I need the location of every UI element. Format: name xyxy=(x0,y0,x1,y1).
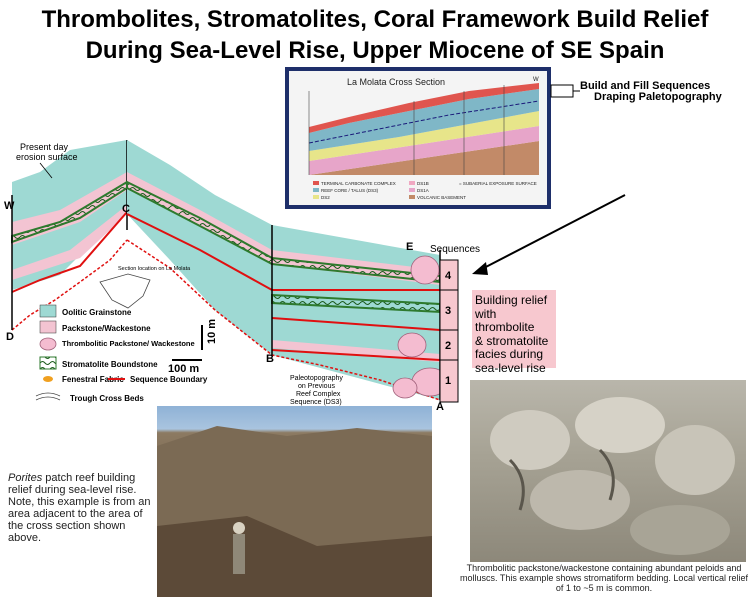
location-outline xyxy=(100,274,150,308)
building-relief-line: & stromatolite xyxy=(475,333,549,348)
photo-thrombolite xyxy=(470,380,746,562)
legend-label: Stromatolite Boundstone xyxy=(62,360,158,369)
callout-line-2: Draping Paletopography xyxy=(594,91,722,103)
paleo-label-3: Reef Complex xyxy=(296,391,341,398)
legend-label: Sequence Boundary xyxy=(130,375,208,384)
building-relief-box xyxy=(472,290,556,375)
inset-legend-item: REEF CORE / TALUS (DS3) xyxy=(321,188,379,193)
inset-title: La Molata Cross Section xyxy=(347,77,446,87)
sequence-number: 1 xyxy=(445,375,452,387)
building-relief-line: Building relief xyxy=(475,293,548,307)
callout-line-1: Build and Fill Sequences xyxy=(580,80,711,92)
legend-label: Trough Cross Beds xyxy=(70,394,144,403)
inset-legend-item: = SUBAERIAL EXPOSURE SURFACE xyxy=(459,181,537,186)
legend-swatch-grainstone xyxy=(40,305,56,317)
present-day-label-1: Present day xyxy=(20,142,69,152)
legend-label: Fenestral Fabric xyxy=(62,375,124,384)
building-relief-line: with thrombolite xyxy=(475,306,535,334)
legend-swatch-packstone xyxy=(40,321,56,333)
photo-nodule xyxy=(490,410,570,470)
legend-label: Thrombolitic Packstone/ Wackestone xyxy=(62,339,195,348)
paleo-label-4: Sequence (DS3) xyxy=(290,399,342,406)
label-d: D xyxy=(6,331,14,343)
caption-porites-text: patch reef building relief during sea-level rise. Note, this example is from an area adjacent to the area of the cross section shown above. xyxy=(8,472,151,544)
location-label: Section location on La Molata xyxy=(118,266,191,272)
building-relief-line: sea-level rise xyxy=(475,360,546,375)
scale-h-label: 100 m xyxy=(168,363,200,375)
thrombolite-mound xyxy=(411,256,439,284)
label-w: W xyxy=(4,200,15,212)
caption-thrombolite: Thrombolitic packstone/wackestone containing abundant peloids and molluscs. This example shows stromatiform bedding. Local vertical relief of 1 to ~5 m is common. xyxy=(460,563,748,593)
photo-person-body xyxy=(233,534,245,574)
photo-person-head xyxy=(233,522,245,534)
photo-thrombolite-sketch xyxy=(470,380,746,562)
legend-swatch-stromatolite xyxy=(40,357,56,369)
present-day-label-2: erosion surface xyxy=(16,152,78,162)
label-c: C xyxy=(122,203,130,215)
legend-swatch-fenestral xyxy=(43,376,53,382)
inset-legend-item: VOLCANIC BASEMENT xyxy=(417,195,467,200)
inset-legend-item: DS2 xyxy=(321,195,330,200)
paleo-label-1: Paleotopography xyxy=(290,375,343,382)
inset-w-label: W xyxy=(533,77,539,83)
sequence-number: 2 xyxy=(445,340,452,352)
caption-porites-prefix: Porites xyxy=(8,472,43,484)
title-line-1: Thrombolites, Stromatolites, Coral Framework Build Relief xyxy=(41,6,709,33)
title-line-2: During Sea-Level Rise, Upper Miocene of SE Spain xyxy=(85,37,665,64)
caption-porites xyxy=(8,472,156,544)
thrombolite-mound xyxy=(398,333,426,357)
inset-legend-item: DS1A xyxy=(417,188,429,193)
legend-label: Packstone/Wackestone xyxy=(62,324,151,333)
paleo-label-2: on Previous xyxy=(298,383,335,390)
callout-arrow-head xyxy=(472,262,488,275)
label-b: B xyxy=(266,353,274,365)
building-relief-line: facies during xyxy=(475,347,544,361)
legend-swatch-thrombolite xyxy=(40,338,56,350)
label-e: E xyxy=(406,241,414,253)
inset-legend-item: TERMINAL CARBONATE COMPLEX xyxy=(321,181,396,186)
legend-label: Oolitic Grainstone xyxy=(62,308,132,317)
legend-swatch-cross-beds xyxy=(36,393,60,400)
sequence-number: 3 xyxy=(445,305,452,317)
photo-nodule xyxy=(575,397,665,453)
sequences-label: Sequences xyxy=(430,244,481,255)
photo-nodule xyxy=(630,505,730,555)
label-a: A xyxy=(436,401,444,413)
photo-nodule xyxy=(655,425,735,495)
thrombolite-mound xyxy=(393,378,417,398)
sequence-number: 4 xyxy=(445,270,452,282)
inset-legend-item: DS1B xyxy=(417,181,429,186)
photo-nodule xyxy=(530,470,630,530)
photo-porites-reef xyxy=(157,406,432,597)
scale-v-label: 10 m xyxy=(206,318,218,344)
callout-arrow xyxy=(480,195,625,270)
photo-porites-sketch xyxy=(157,406,432,597)
callout-box xyxy=(551,85,573,97)
